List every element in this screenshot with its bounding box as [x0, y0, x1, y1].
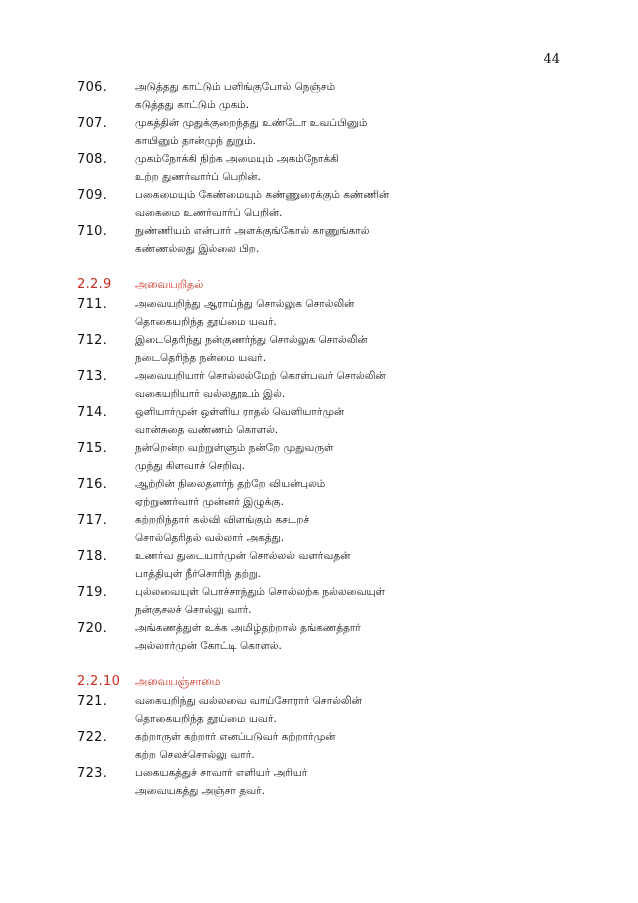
verse-text [135, 367, 638, 403]
verse-text [135, 728, 638, 764]
verse-entry [0, 728, 638, 764]
verse-text [135, 547, 638, 583]
verse-line: அவையகத்து அஞ்சா தவர். [135, 785, 265, 797]
verse-text [135, 295, 638, 331]
verse-line: ஏற்றுணர்வார் முன்னர் இழுக்கு. [135, 496, 284, 508]
verse-line: நன்றென்ற வற்றுள்ளும் நன்றே முதுவருள் [135, 442, 334, 454]
verse-number: 718. [77, 549, 108, 564]
verse-line: ஆற்றின் நிலைதளர்ந் தற்றே வியன்புலம் [135, 478, 326, 490]
verse-text [135, 331, 638, 367]
verse-entry [0, 295, 638, 331]
verse-entry [0, 222, 638, 258]
verse-entry [0, 367, 638, 403]
verse-list [0, 78, 638, 800]
verse-number: 721. [77, 694, 108, 709]
verse-line: ஒளியார்முன் ஒள்ளிய ராதல் வெளியார்முன் [135, 406, 345, 418]
verse-line: பகையகத்துச் சாவார் எளியர் அரியர் [135, 767, 308, 779]
verse-line: கண்ணல்லது இல்லை பிற. [135, 243, 260, 255]
verse-entry [0, 403, 638, 439]
verse-line: தொகையறிந்த தூய்மை யவர். [135, 713, 277, 725]
verse-entry [0, 439, 638, 475]
section-heading [0, 672, 638, 692]
verse-line: நுண்ணியம் என்பார் அளக்குங்கோல் காணுங்கால் [135, 225, 370, 237]
verse-number: 707. [77, 116, 108, 131]
verse-line: உணர்வ துடையார்முன் சொல்லல் வளர்வதன் [135, 550, 351, 562]
verse-text [135, 511, 638, 547]
verse-line: தொகையறிந்த தூய்மை யவர். [135, 316, 277, 328]
verse-line: சொல்தெரிதல் வல்லார் அகத்து. [135, 532, 285, 544]
verse-number: 720. [77, 621, 108, 636]
verse-entry [0, 511, 638, 547]
section-number: 2.2.10 [77, 674, 121, 689]
verse-line: முந்து கிளவாச் செறிவு. [135, 460, 246, 472]
verse-number: 710. [77, 224, 108, 239]
verse-text [135, 150, 638, 186]
verse-line: அடுத்தது காட்டும் பளிங்குபோல் நெஞ்சம் [135, 81, 336, 93]
verse-entry [0, 78, 638, 114]
verse-line: வகையறியார் வல்லதூஉம் இல். [135, 388, 286, 400]
verse-text [135, 692, 638, 728]
verse-text [135, 403, 638, 439]
verse-line: புல்லவையுள் பொச்சாந்தும் சொல்லற்க நல்லவையுள் [135, 586, 385, 598]
verse-line: இடைதெரிந்து நன்குணர்ந்து சொல்லுக சொல்லின் [135, 334, 368, 346]
verse-line: வகையறிந்து வல்லவை வாய்சோரார் சொல்லின் [135, 695, 362, 707]
verse-entry [0, 114, 638, 150]
verse-line: அங்கணத்துள் உக்க அமிழ்தற்றால் தங்கணத்தார் [135, 622, 361, 634]
verse-text [135, 78, 638, 114]
verse-number: 723. [77, 766, 108, 781]
verse-line: அல்லார்முன் கோட்டி கொளல். [135, 640, 282, 652]
verse-number: 711. [77, 297, 108, 312]
verse-text [135, 619, 638, 655]
verse-entry [0, 619, 638, 655]
verse-text [135, 475, 638, 511]
verse-entry [0, 547, 638, 583]
verse-number: 708. [77, 152, 108, 167]
verse-number: 716. [77, 477, 108, 492]
verse-text [135, 583, 638, 619]
verse-number: 706. [77, 80, 108, 95]
section-title: அவையஞ்சாமை [135, 675, 221, 688]
verse-entry [0, 583, 638, 619]
verse-text [135, 764, 638, 800]
section-number: 2.2.9 [77, 277, 112, 292]
verse-line: உற்ற துணர்வார்ப் பெறின். [135, 171, 261, 183]
verse-entry [0, 150, 638, 186]
verse-entry [0, 475, 638, 511]
section-heading [0, 275, 638, 295]
verse-number: 712. [77, 333, 108, 348]
verse-line: பாத்தியுள் நீர்சொரிந் தற்று. [135, 568, 261, 580]
verse-line: அவையறிந்து ஆராய்ந்து சொல்லுக சொல்லின் [135, 298, 355, 310]
verse-text [135, 439, 638, 475]
verse-number: 719. [77, 585, 108, 600]
verse-line: கற்றாருள் கற்றார் எனப்படுவர் கற்றார்முன் [135, 731, 336, 743]
verse-entry [0, 764, 638, 800]
section-title: அவையறிதல் [135, 278, 204, 291]
verse-line: வகைமை உணர்வார்ப் பெறின். [135, 207, 283, 219]
verse-line: முகம்நோக்கி நிற்க அமையும் அகம்நோக்கி [135, 153, 339, 165]
verse-number: 714. [77, 405, 108, 420]
verse-line: கடுத்தது காட்டும் முகம். [135, 99, 250, 111]
verse-line: அவையறியார் சொல்லல்மேற் கொள்பவர் சொல்லின் [135, 370, 386, 382]
verse-number: 713. [77, 369, 108, 384]
verse-number: 717. [77, 513, 108, 528]
verse-line: வான்சுதை வண்ணம் கொளல். [135, 424, 279, 436]
verse-number: 715. [77, 441, 108, 456]
verse-line: நன்குசலச் சொல்லு வார். [135, 604, 252, 616]
page-number: 44 [543, 52, 560, 67]
verse-line: நடைதெரிந்த நன்மை யவர். [135, 352, 267, 364]
verse-number: 709. [77, 188, 108, 203]
verse-line: முகத்தின் முதுக்குறைந்தது உண்டோ உவப்பினும் [135, 117, 368, 129]
verse-line: காயினும் தான்முந் துறும். [135, 135, 256, 147]
verse-text [135, 222, 638, 258]
verse-text [135, 186, 638, 222]
verse-entry [0, 331, 638, 367]
verse-entry [0, 186, 638, 222]
verse-text [135, 114, 638, 150]
verse-line: கற்ற செலச்சொல்லு வார். [135, 749, 255, 761]
verse-entry [0, 692, 638, 728]
verse-line: பகைமையும் கேண்மையும் கண்ணுரைக்கும் கண்ணின் [135, 189, 390, 201]
verse-number: 722. [77, 730, 108, 745]
verse-line: கற்றறிந்தார் கல்வி விளங்கும் கசடறச் [135, 514, 310, 526]
